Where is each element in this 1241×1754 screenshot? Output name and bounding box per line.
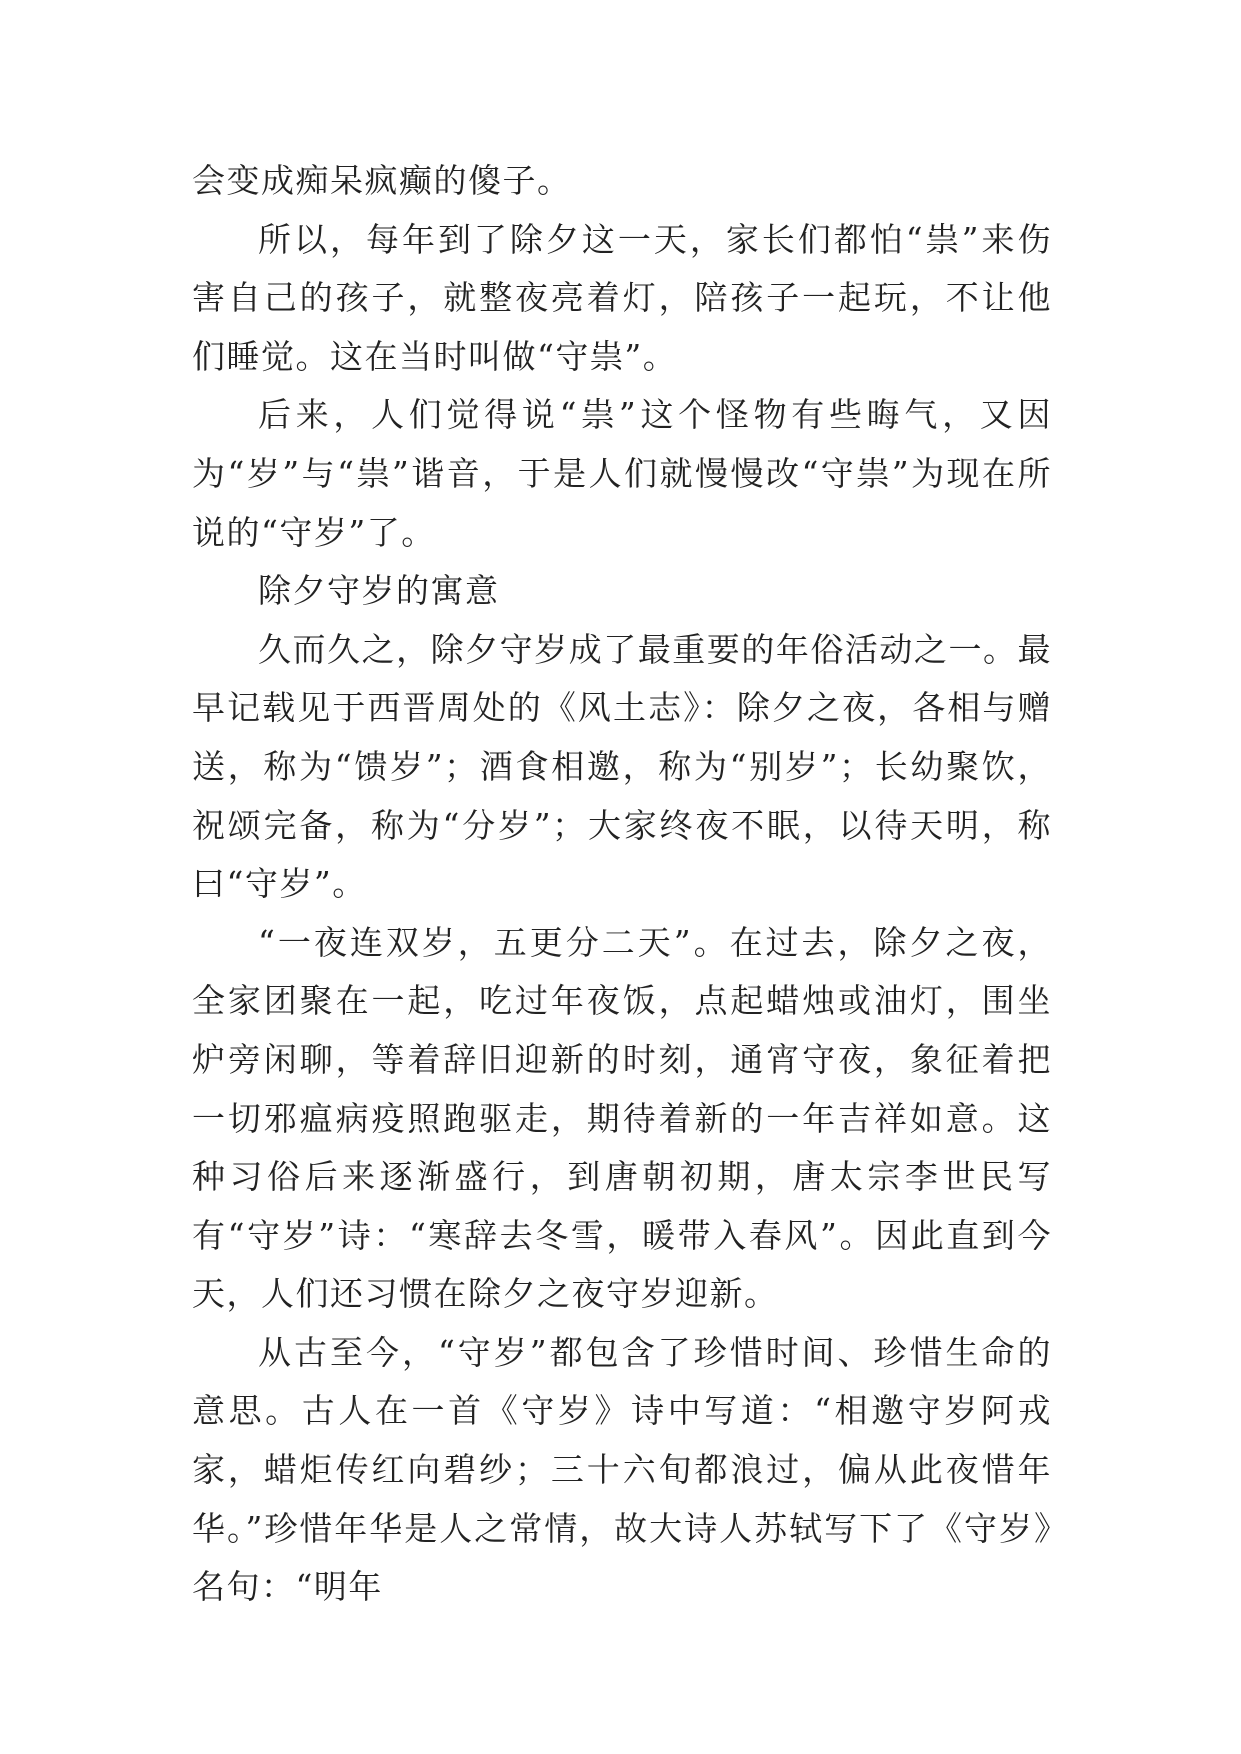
paragraph-1: 会变成痴呆疯癫的傻子。 [192,161,572,200]
paragraph-3: 后来，人们觉得说“祟”这个怪物有些晦气，又因为“岁”与“祟”谐音，于是人们就慢慢改“守祟”为现在所说的“守岁”了。 [192,395,1052,552]
document-body [192,152,1052,1617]
paragraph-5: “一夜连双岁，五更分二天”。在过去，除夕之夜，全家团聚在一起，吃过年夜饭，点起蜡烛或油灯，围坐炉旁闲聊，等着辞旧迎新的时刻，通宵守夜，象征着把一切邪瘟病疫照跑驱走，期待着新的一年吉祥如意。这种习俗后来逐渐盛行，到唐朝初期，唐太宗李世民写有“守岁”诗：“寒辞去冬雪，暖带入春风”。因此直到今天，人们还习惯在除夕之夜守岁迎新。 [192,922,1052,1314]
paragraph-4: 久而久之，除夕守岁成了最重要的年俗活动之一。最早记载见于西晋周处的《风土志》：除夕之夜，各相与赠送，称为“馈岁”；酒食相邀，称为“别岁”；长幼聚饮，祝颂完备，称为“分岁”；大家终夜不眠，以待天明，称曰“守岁”。 [192,629,1052,904]
section-heading: 除夕守岁的寓意 [258,571,500,611]
paragraph-6: 从古至今，“守岁”都包含了珍惜时间、珍惜生命的意思。古人在一首《守岁》诗中写道：“相邀守岁阿戎家，蜡炬传红向碧纱；三十六旬都浪过，偏从此夜惜年华。”珍惜年华是人之常情，故大诗人苏轼写下了《守岁》名句：“明年 [192,1332,1052,1607]
paragraph-2: 所以，每年到了除夕这一天，家长们都怕“祟”来伤害自己的孩子，就整夜亮着灯，陪孩子一起玩，不让他们睡觉。这在当时叫做“守祟”。 [192,219,1052,376]
